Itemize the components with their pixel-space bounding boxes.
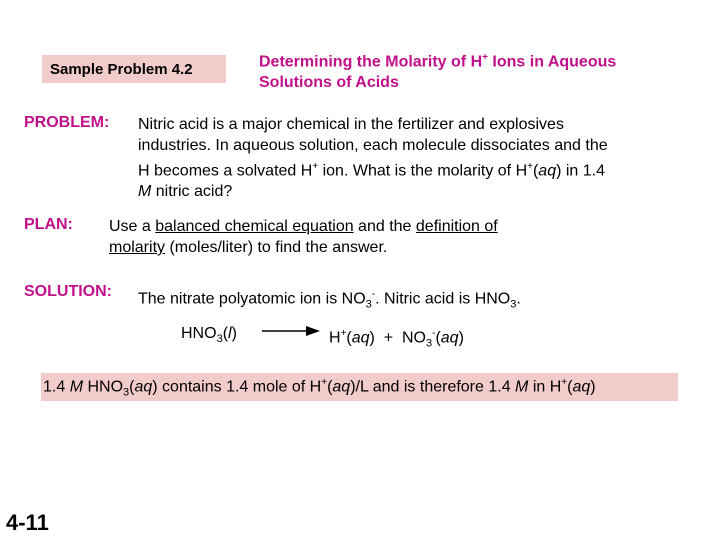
plan-label: PLAN: [24,216,73,233]
problem-line-1: Nitric acid is a major chemical in the fertilizer and explosives [138,116,564,133]
plan-line-1: Use a balanced chemical equation and the definition of [109,218,498,235]
plan-text [109,216,669,258]
problem-line-3: H becomes a solvated H+ ion. What is the molarity of H+(aq) in 1.4 [138,161,606,180]
equation-reactant: $HNO_3(l)$ [181,325,237,346]
equation-products: $H^+(aq) + NO_3^-(aq)$ [329,328,464,350]
slide-title [259,47,699,93]
result-box [41,373,678,401]
solution-label: SOLUTION: [24,283,112,300]
reaction-arrow-icon [262,324,320,338]
slide-number: 4-11 [6,510,49,535]
plan-line-2: molarity (moles/liter) to find the answer. [109,239,388,256]
title-line-2: Solutions of Acids [259,74,399,92]
problem-text [138,114,698,202]
sample-problem-label: Sample Problem 4.2 [50,61,193,78]
title-line-1: Determining the Molarity of H+ Ions in Aqueous [259,52,617,71]
problem-line-2: industries. In aqueous solution, each molecule dissociates and the [138,137,608,154]
problem-label: PROBLEM: [24,114,110,131]
problem-line-4: M nitric acid? [138,183,233,201]
sample-problem-badge [42,55,226,83]
result-text: 1.4 M $HNO_3(aq)$ contains 1.4 mole of H+(aq)/L and is therefore 1.4 M in H+(aq) [43,377,596,399]
solution-text: The nitrate polyatomic ion is $NO_3^-$. Nitric acid is $HNO_3$. [138,289,521,311]
